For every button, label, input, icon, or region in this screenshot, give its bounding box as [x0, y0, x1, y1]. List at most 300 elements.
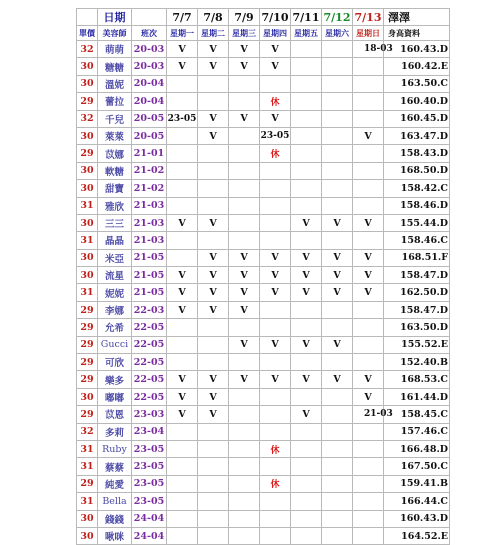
day-status-cell: V [229, 267, 260, 284]
height-info-cell [384, 510, 450, 527]
day-status-cell [229, 493, 260, 510]
height-text: 158.43.D [400, 148, 448, 160]
price-cell: 30 [77, 180, 98, 197]
table-row [77, 162, 450, 179]
day-status-cell [198, 527, 229, 544]
date-header-cell: 澤澤 [384, 9, 450, 26]
shift-cell: 22-03 [132, 301, 167, 318]
day-status-cell [291, 354, 322, 371]
day-status-cell [291, 527, 322, 544]
day-status-cell [229, 319, 260, 336]
height-text: 160.42.E [401, 61, 448, 73]
table-row [77, 493, 450, 510]
day-status-cell [353, 493, 384, 510]
shift-cell: 21-03 [132, 214, 167, 231]
day-status-cell: V [167, 267, 198, 284]
day-status-cell: V [198, 127, 229, 144]
height-info-cell [384, 127, 450, 144]
day-status-cell [353, 423, 384, 440]
weekday-header-cell: 星期二 [198, 26, 229, 41]
day-status-cell [229, 388, 260, 405]
table-row [77, 197, 450, 214]
height-info-cell [384, 75, 450, 92]
day-status-cell [322, 58, 353, 75]
day-status-cell [167, 510, 198, 527]
price-cell: 30 [77, 267, 98, 284]
shift-cell: 24-04 [132, 527, 167, 544]
day-status-cell [229, 354, 260, 371]
day-status-cell [198, 336, 229, 353]
day-status-cell: V [322, 214, 353, 231]
day-status-cell: 休 [260, 145, 291, 162]
table-row [77, 301, 450, 318]
day-status-cell [353, 458, 384, 475]
stylist-name-cell: 甜寶 [98, 180, 132, 197]
table-row [77, 110, 450, 127]
shift-cell: 21-05 [132, 284, 167, 301]
day-status-cell [291, 58, 322, 75]
day-status-cell [291, 301, 322, 318]
day-status-cell [291, 423, 322, 440]
day-status-cell [198, 180, 229, 197]
height-text: 163.50.C [400, 78, 448, 90]
table-row [77, 145, 450, 162]
day-status-cell [260, 493, 291, 510]
table-row [77, 267, 450, 284]
height-text: 158.45.C [400, 408, 448, 420]
day-status-cell [260, 458, 291, 475]
day-status-cell [260, 301, 291, 318]
day-status-cell [198, 510, 229, 527]
schedule-sheet [76, 8, 450, 545]
day-status-cell [322, 423, 353, 440]
day-status-cell [353, 510, 384, 527]
day-status-cell [291, 510, 322, 527]
shift-cell: 23-05 [132, 475, 167, 492]
day-status-cell [353, 180, 384, 197]
height-text: 166.44.C [400, 495, 448, 507]
day-status-cell: V [229, 336, 260, 353]
stylist-name-cell: 溫妮 [98, 75, 132, 92]
stylist-name-cell: Bella [98, 493, 132, 510]
day-status-cell: V [260, 110, 291, 127]
day-status-cell [229, 197, 260, 214]
day-status-cell [198, 75, 229, 92]
price-cell: 29 [77, 319, 98, 336]
day-status-cell [322, 319, 353, 336]
day-status-cell: 23-05 [167, 110, 198, 127]
day-status-cell [167, 458, 198, 475]
weekday-header-cell: 星期六 [322, 26, 353, 41]
day-status-cell [353, 475, 384, 492]
price-cell: 30 [77, 127, 98, 144]
table-row [77, 406, 450, 423]
day-status-cell [322, 180, 353, 197]
day-status-cell: V [353, 284, 384, 301]
day-status-cell: V [322, 267, 353, 284]
day-status-cell: 休 [260, 93, 291, 110]
price-cell: 31 [77, 458, 98, 475]
stylist-name-cell: 李娜 [98, 301, 132, 318]
shift-cell: 21-01 [132, 145, 167, 162]
day-status-cell [198, 354, 229, 371]
shift-cell: 21-02 [132, 162, 167, 179]
weekday-header-cell: 星期日 [353, 26, 384, 41]
day-status-cell [167, 145, 198, 162]
day-status-cell [291, 110, 322, 127]
day-status-cell [260, 232, 291, 249]
height-info-cell [384, 440, 450, 457]
day-status-cell [353, 527, 384, 544]
day-status-cell [291, 493, 322, 510]
day-status-cell [229, 510, 260, 527]
table-row [77, 475, 450, 492]
day-status-cell [198, 232, 229, 249]
price-cell: 31 [77, 284, 98, 301]
weekday-header-cell: 星期五 [291, 26, 322, 41]
day-status-cell: V [198, 41, 229, 58]
day-status-cell [322, 145, 353, 162]
day-status-cell [322, 440, 353, 457]
day-status-cell [291, 162, 322, 179]
date-header-row [77, 9, 450, 26]
day-status-cell: 休 [260, 440, 291, 457]
table-row [77, 423, 450, 440]
price-cell: 30 [77, 510, 98, 527]
day-status-cell: V [167, 371, 198, 388]
table-row [77, 180, 450, 197]
price-cell: 29 [77, 475, 98, 492]
table-row [77, 336, 450, 353]
day-status-cell: V [291, 336, 322, 353]
sunday-time-text: 21-03 [364, 408, 393, 419]
day-status-cell [322, 197, 353, 214]
day-status-cell: 休 [260, 475, 291, 492]
stylist-name-cell: 樂多 [98, 371, 132, 388]
shift-cell: 23-04 [132, 423, 167, 440]
day-status-cell: V [353, 214, 384, 231]
sunday-time-text: 18-03 [364, 43, 393, 54]
shift-cell: 21-05 [132, 267, 167, 284]
shift-cell: 23-05 [132, 440, 167, 457]
price-column-header: 單價 [77, 26, 98, 41]
day-status-cell [322, 232, 353, 249]
schedule-table [76, 8, 450, 545]
day-status-cell [167, 319, 198, 336]
weekday-header-cell: 身高資料 [384, 26, 450, 41]
day-status-cell [167, 197, 198, 214]
table-row [77, 232, 450, 249]
date-header-cell: 7/10 [260, 9, 291, 26]
day-status-cell [291, 41, 322, 58]
day-status-cell: V [167, 58, 198, 75]
day-status-cell [229, 214, 260, 231]
height-info-cell [364, 41, 450, 58]
day-status-cell [198, 493, 229, 510]
day-status-cell [167, 75, 198, 92]
height-text: 159.41.B [400, 478, 448, 490]
height-text: 166.48.D [400, 443, 448, 455]
day-status-cell: V [260, 371, 291, 388]
day-status-cell [229, 475, 260, 492]
height-info-cell [384, 180, 450, 197]
table-row [77, 388, 450, 405]
day-status-cell: V [198, 110, 229, 127]
shift-cell: 22-05 [132, 319, 167, 336]
day-status-cell [291, 75, 322, 92]
stylist-name-cell: 苡恩 [98, 406, 132, 423]
shift-cell: 20-05 [132, 127, 167, 144]
day-status-cell: V [291, 284, 322, 301]
day-status-cell [353, 162, 384, 179]
day-status-cell: V [353, 249, 384, 266]
height-text: 158.46.D [400, 200, 448, 212]
price-cell: 29 [77, 145, 98, 162]
day-status-cell: V [229, 284, 260, 301]
table-row [77, 527, 450, 544]
height-info-cell [384, 371, 450, 388]
stylist-name-cell: 萊萊 [98, 127, 132, 144]
day-status-cell: V [198, 249, 229, 266]
date-header-cell: 7/9 [229, 9, 260, 26]
stylist-name-cell: 苡娜 [98, 145, 132, 162]
day-status-cell: V [260, 336, 291, 353]
height-text: 155.44.D [400, 217, 448, 229]
table-row [77, 249, 450, 266]
day-status-cell: V [260, 267, 291, 284]
stylist-name-cell: 糖糖 [98, 58, 132, 75]
height-text: 158.46.C [400, 234, 448, 246]
day-status-cell: V [167, 41, 198, 58]
date-header-cell: 7/11 [291, 9, 322, 26]
day-status-cell: V [198, 267, 229, 284]
day-status-cell [260, 75, 291, 92]
day-status-cell: V [229, 110, 260, 127]
day-status-cell [167, 475, 198, 492]
day-status-cell [229, 162, 260, 179]
day-status-cell [198, 145, 229, 162]
day-status-cell [229, 75, 260, 92]
day-status-cell [353, 336, 384, 353]
date-header-cell: 7/12 [322, 9, 353, 26]
day-status-cell: V [291, 249, 322, 266]
shift-cell: 22-05 [132, 354, 167, 371]
day-status-cell [229, 440, 260, 457]
day-status-cell: V [353, 388, 384, 405]
day-status-cell: V [322, 249, 353, 266]
height-info-cell [384, 354, 450, 371]
height-text: 168.50.D [400, 165, 448, 177]
price-cell: 29 [77, 93, 98, 110]
shift-cell: 23-03 [132, 406, 167, 423]
day-status-cell [229, 423, 260, 440]
day-status-cell [260, 162, 291, 179]
stylist-name-cell: 米亞 [98, 249, 132, 266]
day-status-cell: V [229, 249, 260, 266]
stylist-name-cell: 錢錢 [98, 510, 132, 527]
height-text: 163.47.D [400, 130, 448, 142]
day-status-cell: V [167, 406, 198, 423]
day-status-cell [167, 180, 198, 197]
height-info-cell [384, 267, 450, 284]
price-cell: 29 [77, 371, 98, 388]
day-status-cell [167, 249, 198, 266]
day-status-cell: V [229, 301, 260, 318]
height-text: 158.47.D [400, 304, 448, 316]
height-text: 152.40.B [400, 356, 448, 368]
day-status-cell [322, 354, 353, 371]
day-status-cell [322, 41, 353, 58]
day-status-cell: V [260, 41, 291, 58]
day-status-cell: V [198, 284, 229, 301]
price-cell: 29 [77, 354, 98, 371]
day-status-cell [260, 527, 291, 544]
day-status-cell [198, 475, 229, 492]
height-text: 160.45.D [400, 113, 448, 125]
day-status-cell [198, 197, 229, 214]
shift-column-header: 班次 [132, 26, 167, 41]
day-status-cell: V [260, 249, 291, 266]
price-cell: 31 [77, 232, 98, 249]
stylist-name-cell: 多莉 [98, 423, 132, 440]
stylist-name-cell: 萌萌 [98, 41, 132, 58]
shift-cell: 20-03 [132, 41, 167, 58]
height-info-cell [384, 423, 450, 440]
stylist-name-cell: 允希 [98, 319, 132, 336]
day-status-cell [353, 440, 384, 457]
table-row [77, 371, 450, 388]
table-row [77, 319, 450, 336]
day-status-cell [167, 93, 198, 110]
day-status-cell [353, 93, 384, 110]
day-status-cell [198, 319, 229, 336]
price-cell: 31 [77, 493, 98, 510]
height-text: 160.40.D [400, 95, 448, 107]
day-status-cell [291, 319, 322, 336]
price-cell: 29 [77, 301, 98, 318]
height-info-cell [384, 301, 450, 318]
day-status-cell: V [260, 284, 291, 301]
day-status-cell: V [167, 284, 198, 301]
table-row [77, 127, 450, 144]
day-status-cell [198, 423, 229, 440]
shift-cell: 20-04 [132, 75, 167, 92]
height-info-cell [384, 197, 450, 214]
day-status-cell [322, 527, 353, 544]
day-status-cell: V [353, 371, 384, 388]
day-status-cell [291, 388, 322, 405]
stylist-name-cell: 雅欣 [98, 197, 132, 214]
day-status-cell [229, 93, 260, 110]
day-status-cell: V [167, 214, 198, 231]
height-text: 163.50.D [400, 321, 448, 333]
day-status-cell [167, 354, 198, 371]
height-text: 158.42.C [400, 182, 448, 194]
day-status-cell [322, 301, 353, 318]
day-status-cell [353, 110, 384, 127]
day-status-cell [322, 110, 353, 127]
day-status-cell: V [291, 214, 322, 231]
day-status-cell [291, 180, 322, 197]
day-status-cell [291, 475, 322, 492]
day-status-cell: V [167, 388, 198, 405]
day-status-cell [291, 93, 322, 110]
stylist-name-cell: 嘟嘟 [98, 388, 132, 405]
height-text: 160.43.D [400, 513, 448, 525]
day-status-cell: V [322, 336, 353, 353]
height-info-cell [384, 162, 450, 179]
day-status-cell: V [353, 267, 384, 284]
date-label: 日期 [98, 9, 132, 26]
price-cell: 30 [77, 214, 98, 231]
day-status-cell [198, 440, 229, 457]
day-status-cell [198, 93, 229, 110]
height-text: 164.52.E [401, 530, 448, 542]
day-status-cell [198, 458, 229, 475]
height-text: 160.43.D [400, 43, 448, 55]
day-status-cell [353, 197, 384, 214]
day-status-cell [229, 145, 260, 162]
day-status-cell: V [198, 388, 229, 405]
day-status-cell [167, 127, 198, 144]
table-row [77, 510, 450, 527]
height-info-cell [384, 319, 450, 336]
day-status-cell: V [198, 58, 229, 75]
shift-cell: 21-02 [132, 180, 167, 197]
day-status-cell [353, 58, 384, 75]
height-info-cell [384, 58, 450, 75]
price-cell: 30 [77, 388, 98, 405]
day-status-cell [198, 162, 229, 179]
day-status-cell [260, 406, 291, 423]
day-status-cell [322, 93, 353, 110]
day-status-cell [229, 180, 260, 197]
height-info-cell [384, 93, 450, 110]
stylist-name-cell: 蔡蔡 [98, 458, 132, 475]
height-info-cell [384, 458, 450, 475]
day-status-cell [260, 180, 291, 197]
day-status-cell [260, 214, 291, 231]
day-status-cell: V [229, 371, 260, 388]
day-status-cell: V [229, 58, 260, 75]
day-status-cell: V [260, 58, 291, 75]
table-row [77, 58, 450, 75]
height-info-cell [384, 388, 450, 405]
day-status-cell [291, 458, 322, 475]
shift-cell: 23-05 [132, 458, 167, 475]
shift-cell: 23-05 [132, 493, 167, 510]
day-status-cell: V [322, 284, 353, 301]
day-status-cell: V [291, 267, 322, 284]
price-cell: 30 [77, 162, 98, 179]
day-status-cell [229, 232, 260, 249]
day-status-cell [291, 232, 322, 249]
height-info-cell [384, 527, 450, 544]
stylist-name-cell: 三三 [98, 214, 132, 231]
shift-cell: 24-04 [132, 510, 167, 527]
day-status-cell [260, 197, 291, 214]
day-status-cell [167, 423, 198, 440]
day-status-cell [353, 319, 384, 336]
day-status-cell [260, 354, 291, 371]
day-status-cell [322, 75, 353, 92]
price-cell: 30 [77, 75, 98, 92]
day-status-cell: 23-05 [260, 127, 291, 144]
stylist-name-cell: 千兒 [98, 110, 132, 127]
day-status-cell [167, 336, 198, 353]
stylist-name-cell: 可欣 [98, 354, 132, 371]
price-cell: 32 [77, 41, 98, 58]
